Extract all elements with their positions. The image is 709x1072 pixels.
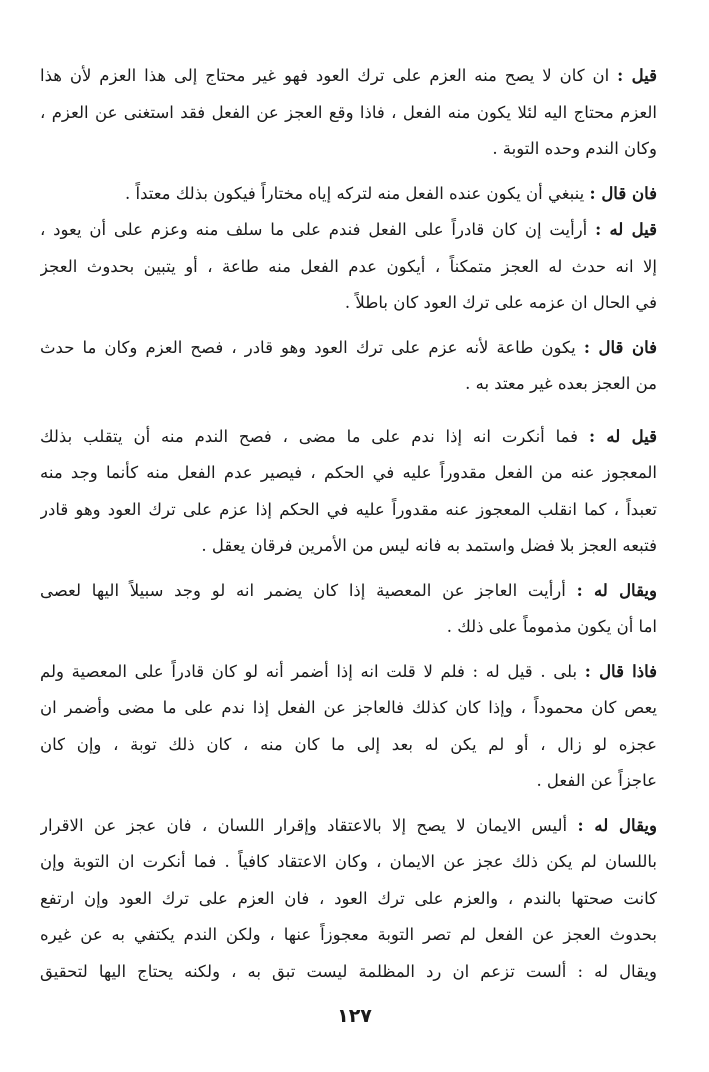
text-line: ويقال له : أليس الايمان لا يصح إلا بالاعتقاد وإقرار اللسان ، فان عجز عن الاقرار [40,815,657,835]
paragraph [40,330,657,403]
text-line: فان قال : ينبغي أن يكون عنده الفعل منه لتركه إياه مختاراً فيكون بذلك معتداً . [125,183,657,203]
text-line: عاجزاً عن الفعل . [536,771,657,790]
text-line: تعبداً ، كما انقلب المعجوز عنه مقدوراً عليه في الحكم إذا عزم على ترك العود وهو قادر [40,499,657,519]
text-line: عجزه لو زال ، أو لم يكن له بعد إلى ما كان منه ، كان ذلك توبة ، وإن كان [40,734,657,754]
text-line: المعجوز عنه من الفعل مقدوراً عليه في الحكم ، فيصير عدم الفعل منه كأنما وجد منه [40,463,657,482]
text-line: إلا انه حدث له العجز متمكناً ، أيكون عدم الفعل منه طاعة ، أو يتبين بحدوث العجز [40,256,657,276]
speaker-label: فان قال : [583,337,657,357]
text-line: كانت صحتها بالندم ، والعزم على ترك العود ، فان العزم على ترك العود وإن ارتفع [40,888,657,908]
text-line: ويقال له : ألست تزعم ان رد المظلمة ليست تبق به ، ولكنه يحتاج اليها لتحقيق [40,961,657,981]
speaker-label: فاذا قال : [584,661,657,681]
speaker-label: قيل : [617,66,657,85]
text-line: من العجز بعده غير معتد به . [465,374,657,393]
text-line: فتبعه العجز بلا فضل واستمد به فانه ليس من الأمرين فرقان يعقل . [201,536,657,555]
paragraph [40,808,657,991]
speaker-label: ويقال له : [577,815,657,835]
text-line: العزم محتاج اليه لئلا يكون منه الفعل ، فاذا وقع العجز عن الفعل فقد استغنى عن العزم ، [40,102,657,122]
paragraph [40,58,657,168]
text-line: اما أن يكون مذموماً على ذلك . [446,617,657,636]
text-line: باللسان لم يكن ذلك عجز عن الايمان ، وكان الاعتقاد كافياً . فما أنكرت ان التوبة وإن [40,852,657,871]
speaker-label: ويقال له : [576,580,657,600]
speaker-label: قيل له : [595,220,657,239]
text-line: قيل : ان كان لا يصح منه العزم على ترك العود فهو غير محتاج إلى هذا العزم لأن هذا [40,66,657,85]
text-line: قيل له : أرأيت إن كان قادراً على الفعل فندم على ما سلف منه وعزم على أن يعود ، [40,220,657,239]
speaker-label: فان قال : [589,183,657,203]
text-line: فان قال : يكون طاعة لأنه عزم على ترك العود وهو قادر ، فصح العزم وكان ما حدث [40,337,657,357]
text-line: وكان الندم وحده التوبة . [492,139,657,158]
text-line: بحدوث العجز عن الفعل لم تصر التوبة معجوزاً عنها ، ولكن الندم يكتفي به عن غيره [40,925,657,944]
paragraph [40,419,657,565]
paragraph [40,573,657,646]
page-number: ١٢٧ [337,1005,372,1027]
text-line: يعص كان محموداً ، وإذا كان كذلك فالعاجز عن الفعل إذا ندم على ما مضى وأضمر ان [40,698,657,717]
text-line: قيل له : فما أنكرت انه إذا ندم على ما مضى ، فصح الندم منه أن يتقلب بذلك [40,426,657,446]
text-line: ويقال له : أرأيت العاجز عن المعصية إذا كان يضمر انه لو وجد سبيلاً اليها لعصى [40,580,657,600]
paragraph [40,654,657,800]
speaker-label: قيل له : [588,426,657,446]
text-line: فاذا قال : بلى . قيل له : فلم لا قلت انه إذا أضمر أنه لو كان قادراً على المعصية ولم [40,661,657,681]
paragraph [40,212,657,322]
paragraph [40,176,657,213]
text-line: في الحال ان عزمه على ترك العود كان باطلاً . [344,293,657,312]
